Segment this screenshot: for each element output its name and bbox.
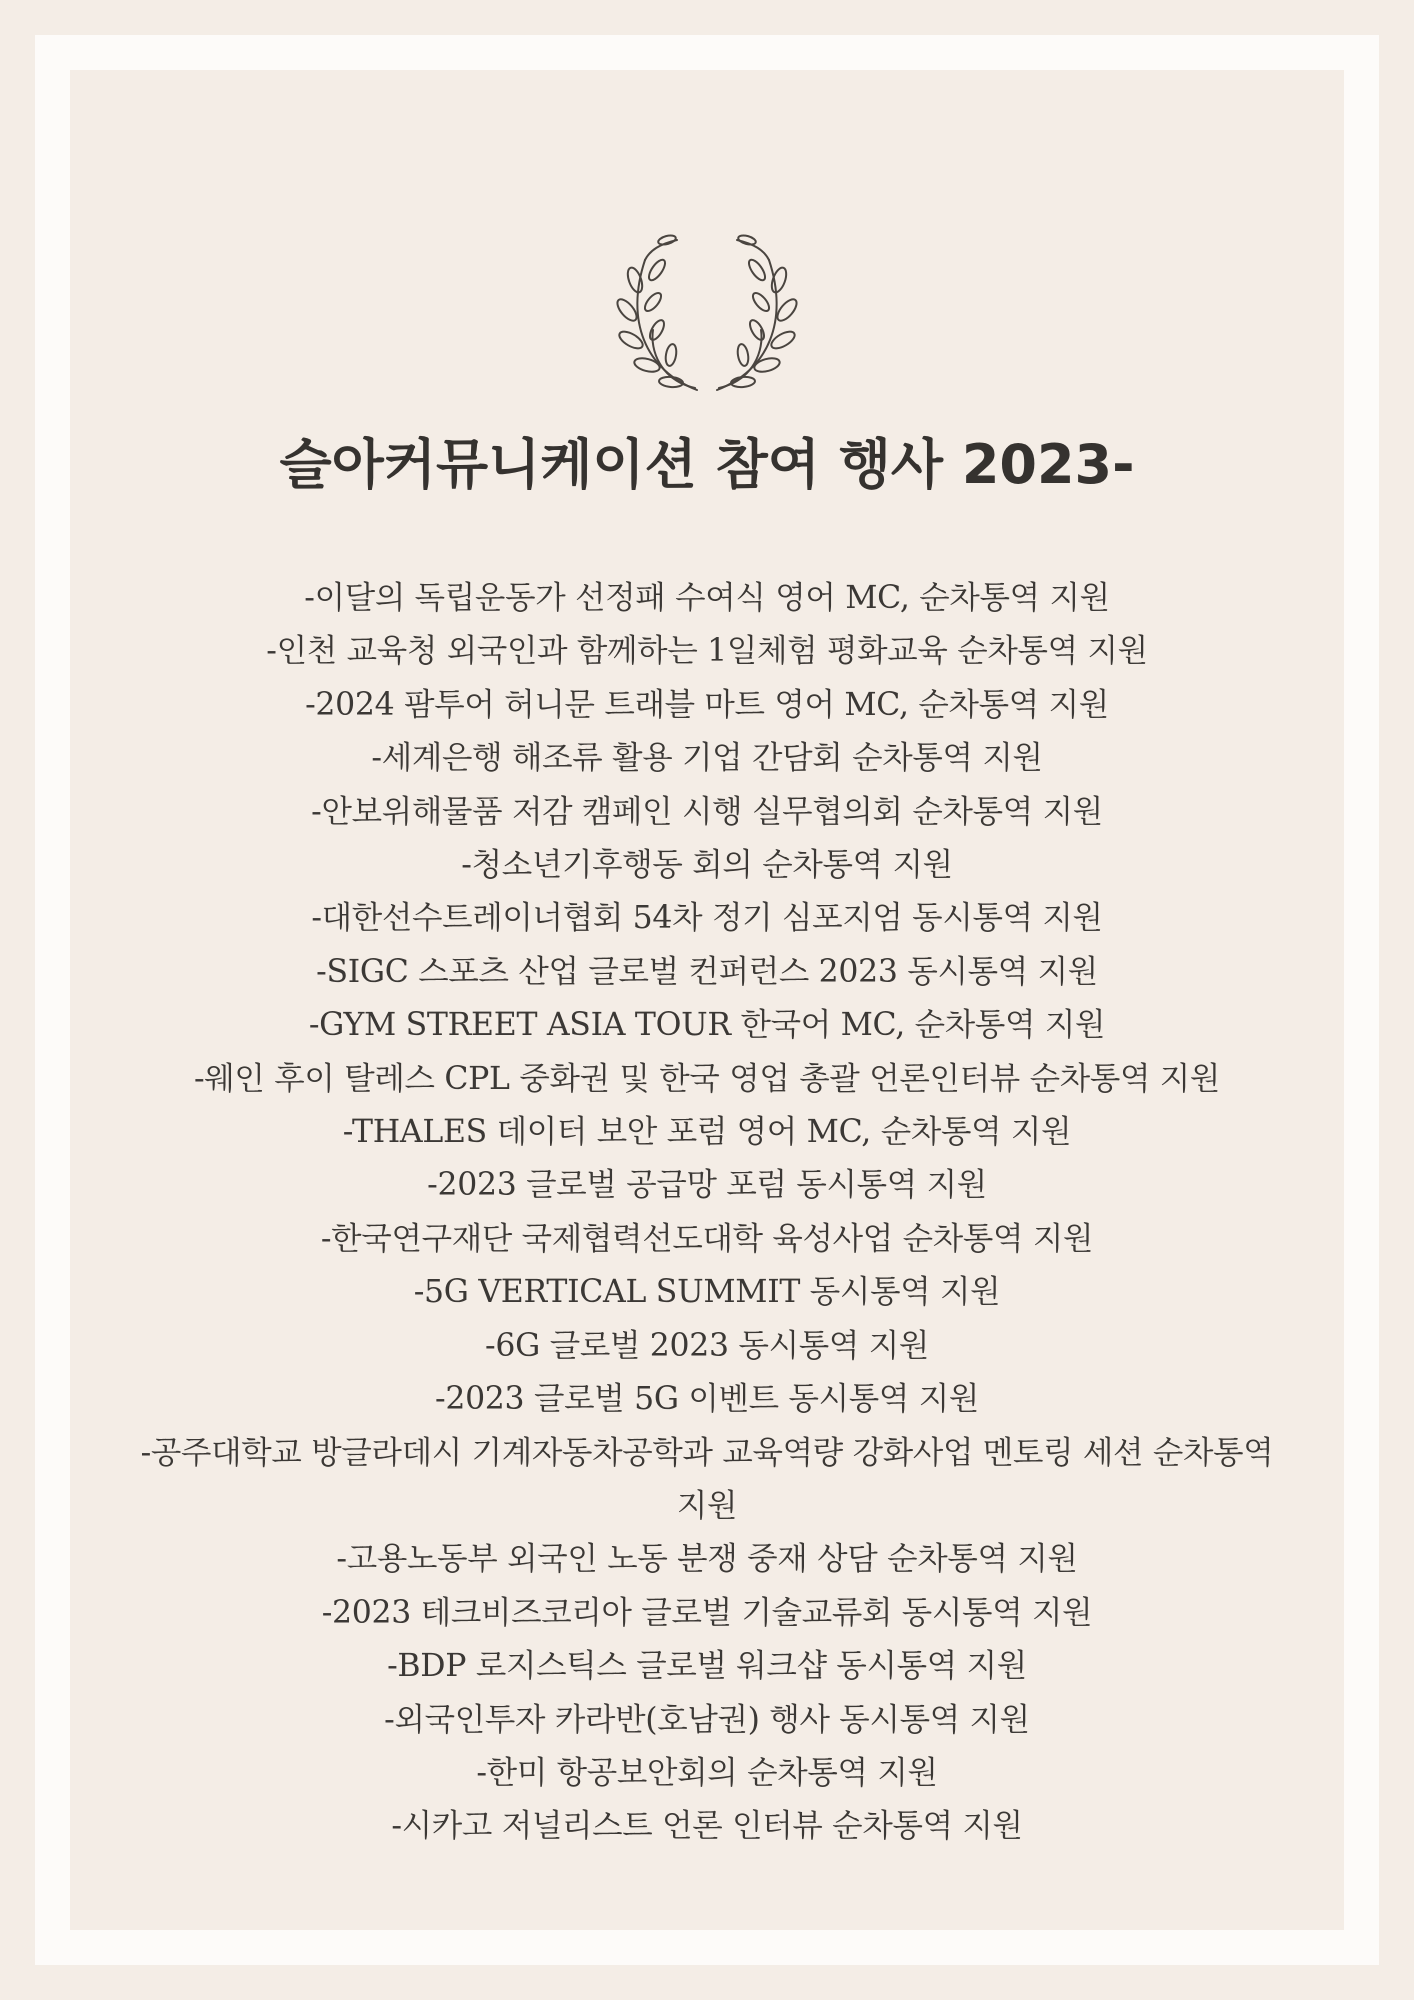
event-item: -BDP 로지스틱스 글로벌 워크샵 동시통역 지원 bbox=[387, 1648, 1027, 1685]
event-item: -GYM STREET ASIA TOUR 한국어 MC, 순차통역 지원 bbox=[308, 1007, 1106, 1044]
laurel-wreath-icon bbox=[605, 230, 809, 400]
event-item: -한미 항공보안회의 순차통역 지원 bbox=[476, 1754, 938, 1791]
event-item: -이달의 독립운동가 선정패 수여식 영어 MC, 순차통역 지원 bbox=[304, 580, 1110, 616]
event-item: -한국연구재단 국제협력선도대학 육성사업 순차통역 지원 bbox=[320, 1220, 1094, 1257]
event-item: -시카고 저널리스트 언론 인터뷰 순차통역 지원 bbox=[391, 1808, 1023, 1845]
event-item: -고용노동부 외국인 노동 분쟁 중재 상담 순차통역 지원 bbox=[336, 1541, 1078, 1578]
event-list bbox=[70, 572, 1344, 1854]
event-item: -SIGC 스포츠 산업 글로벌 컨퍼런스 2023 동시통역 지원 bbox=[316, 953, 1098, 990]
event-item: -2023 테크비즈코리아 글로벌 기술교류회 동시통역 지원 bbox=[321, 1594, 1093, 1631]
event-item: -대한선수트레이너협회 54차 정기 심포지엄 동시통역 지원 bbox=[311, 900, 1103, 937]
event-item: -5G VERTICAL SUMMIT 동시통역 지원 bbox=[413, 1274, 1001, 1311]
event-item: -안보위해물품 저감 캠페인 시행 실무협의회 순차통역 지원 bbox=[311, 793, 1103, 830]
event-item: -외국인투자 카라반(호남권) 행사 동시통역 지원 bbox=[384, 1701, 1030, 1738]
event-item: -2023 글로벌 5G 이벤트 동시통역 지원 bbox=[434, 1381, 980, 1418]
event-item: -2023 글로벌 공급망 포럼 동시통역 지원 bbox=[427, 1167, 987, 1204]
event-item: -청소년기후행동 회의 순차통역 지원 bbox=[461, 847, 953, 884]
event-item: -웨인 후이 탈레스 CPL 중화권 및 한국 영업 총괄 언론인터뷰 순차통역 지원 bbox=[193, 1060, 1221, 1097]
event-item: -6G 글로벌 2023 동시통역 지원 bbox=[485, 1327, 929, 1364]
page-title: 슬아커뮤니케이션 참여 행사 2023- bbox=[279, 433, 1135, 496]
event-item: -공주대학교 방글라데시 기계자동차공학과 교육역량 강화사업 멘토링 세션 순차통역 지원 bbox=[140, 1434, 1274, 1524]
event-item: -THALES 데이터 보안 포럼 영어 MC, 순차통역 지원 bbox=[342, 1114, 1072, 1151]
event-item: -세계은행 해조류 활용 기업 간담회 순차통역 지원 bbox=[371, 740, 1043, 777]
event-item: -인천 교육청 외국인과 함께하는 1일체험 평화교육 순차통역 지원 bbox=[266, 633, 1148, 670]
event-item: -2024 팜투어 허니문 트래블 마트 영어 MC, 순차통역 지원 bbox=[305, 686, 1109, 723]
